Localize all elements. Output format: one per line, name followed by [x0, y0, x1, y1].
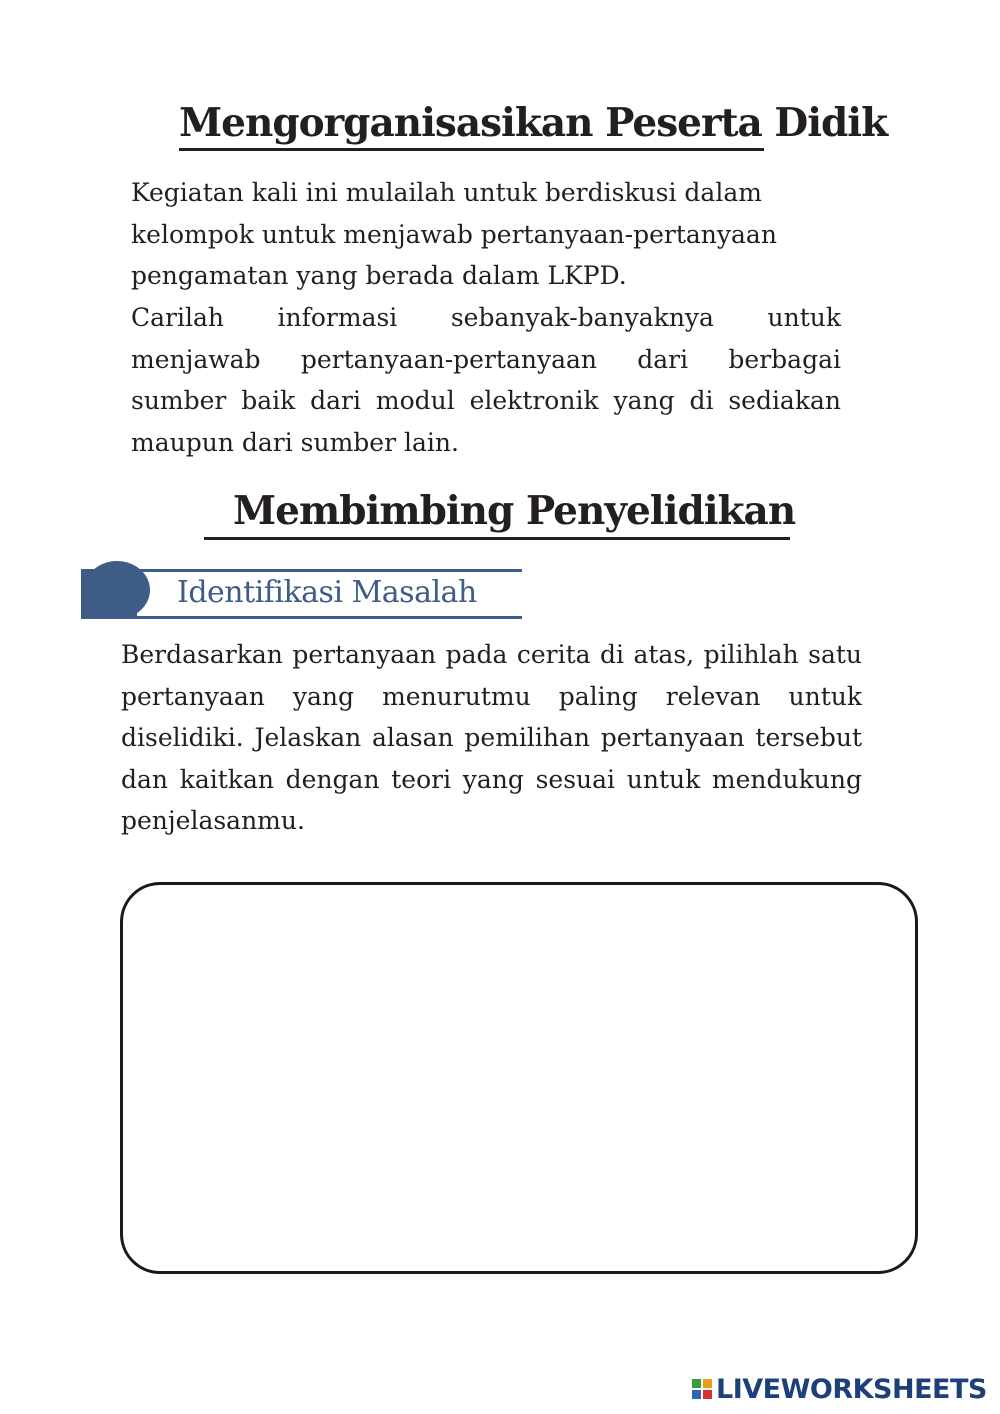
intro-paragraph: Kegiatan kali ini mulailah untuk berdiskusi dalam kelompok untuk menjawab pertanyaan-pertanyaan pengamatan yang berada dalam LKPD. — [131, 178, 777, 290]
page-title: Mengorganisasikan Peserta Didik — [179, 100, 888, 146]
banner-circle-icon — [84, 561, 150, 619]
answer-box[interactable] — [120, 882, 918, 1274]
section-title-underline — [204, 537, 790, 540]
subsection-banner — [81, 569, 522, 619]
watermark-text: LIVEWORKSHEETS — [716, 1373, 987, 1405]
instruction-paragraph: Carilah informasi sebanyak-banyaknya untuk menjawab pertanyaan-pertanyaan dari berbagai sumber baik dari modul elektronik yang di sediakan maupun dari sumber lain. — [131, 303, 841, 457]
task-paragraph: Berdasarkan pertanyaan pada cerita di atas, pilihlah satu pertanyaan yang menurutmu paling relevan untuk diselidiki. Jelaskan alasan pemilihan pertanyaan tersebut dan kaitkan dengan teori yang sesuai untuk mendukung penjelasanmu. — [121, 640, 862, 835]
section-title: Membimbing Penyelidikan — [233, 488, 796, 534]
watermark — [692, 1374, 987, 1404]
subsection-label: Identifikasi Masalah — [177, 575, 477, 610]
liveworksheets-logo-icon — [692, 1379, 712, 1399]
title-underline — [179, 148, 764, 151]
